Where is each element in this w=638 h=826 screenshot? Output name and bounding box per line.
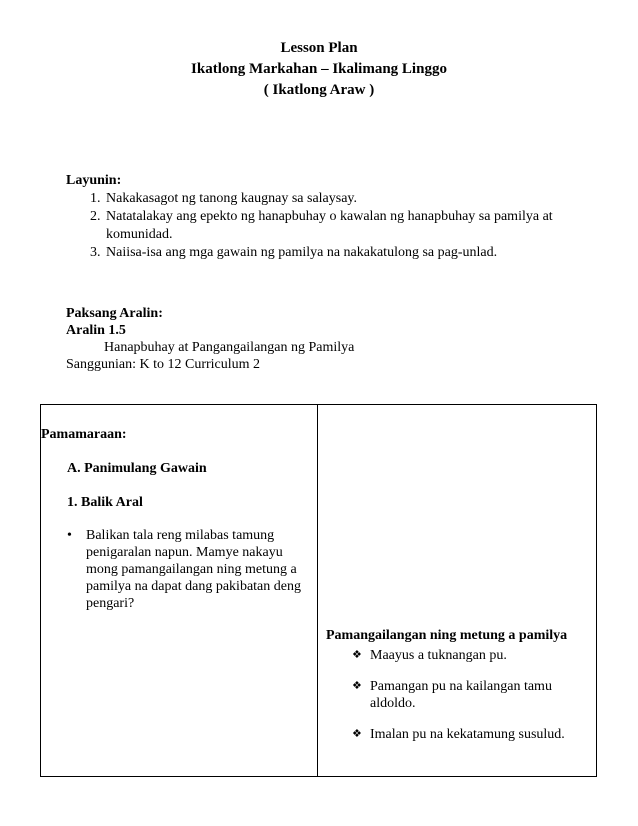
objective-item: 3. Naiisa-isa ang mga gawain ng pamilya na nakakatulong sa pag-unlad. — [104, 244, 586, 262]
procedure-right-column — [318, 405, 596, 776]
diamond-bullet-icon: ❖ — [352, 680, 362, 692]
procedure-part-a: A. Panimulang Gawain — [67, 461, 207, 476]
diamond-bullet-icon: ❖ — [352, 649, 362, 661]
lesson-topic: Hanapbuhay at Pangangailangan ng Pamilya — [104, 340, 355, 355]
document-day: ( Ikatlong Araw ) — [263, 82, 375, 98]
family-needs — [326, 627, 598, 743]
diamond-bullet-icon: ❖ — [352, 728, 362, 740]
objectives-section — [66, 172, 586, 262]
subject-section — [66, 305, 586, 373]
need-text: Maayus a tuknangan pu. — [370, 648, 507, 663]
document-title: Lesson Plan — [280, 40, 358, 56]
document-header — [0, 38, 638, 101]
objectives-title: Layunin: — [66, 173, 122, 188]
need-item — [352, 678, 598, 712]
objective-item: 1. Nakakasagot ng tanong kaugnay sa salaysay. — [104, 190, 586, 208]
need-text: Pamangan pu na kailangan tamu aldoldo. — [370, 679, 552, 711]
objectives-list — [66, 190, 586, 262]
subject-title: Paksang Aralin: — [66, 306, 163, 321]
procedure-table — [40, 404, 597, 777]
need-text: Imalan pu na kekatamung susulud. — [370, 727, 565, 742]
review-bullet — [67, 527, 317, 612]
procedure-step-1: 1. Balik Aral — [67, 495, 143, 510]
need-item — [352, 647, 598, 664]
review-text: Balikan tala reng milabas tamung penigaralan napun. Mamye nakayu mong pamangailangan ning metung a pamilya na dapat dang pakibatan deng pengari? — [86, 528, 301, 611]
lesson-number: Aralin 1.5 — [66, 323, 126, 338]
procedure-title: Pamamaraan: — [41, 427, 127, 442]
procedure-left-column — [41, 405, 318, 776]
objective-item: 2. Natatalakay ang epekto ng hanapbuhay o kawalan ng hanapbuhay sa pamilya at komunidad. — [104, 208, 586, 244]
family-needs-title: Pamangailangan ning metung a pamilya — [326, 628, 568, 643]
document-subtitle: Ikatlong Markahan – Ikalimang Linggo — [191, 61, 447, 77]
bullet-icon: • — [67, 528, 72, 543]
need-item — [352, 726, 598, 743]
reference: Sanggunian: K to 12 Curriculum 2 — [66, 357, 261, 372]
